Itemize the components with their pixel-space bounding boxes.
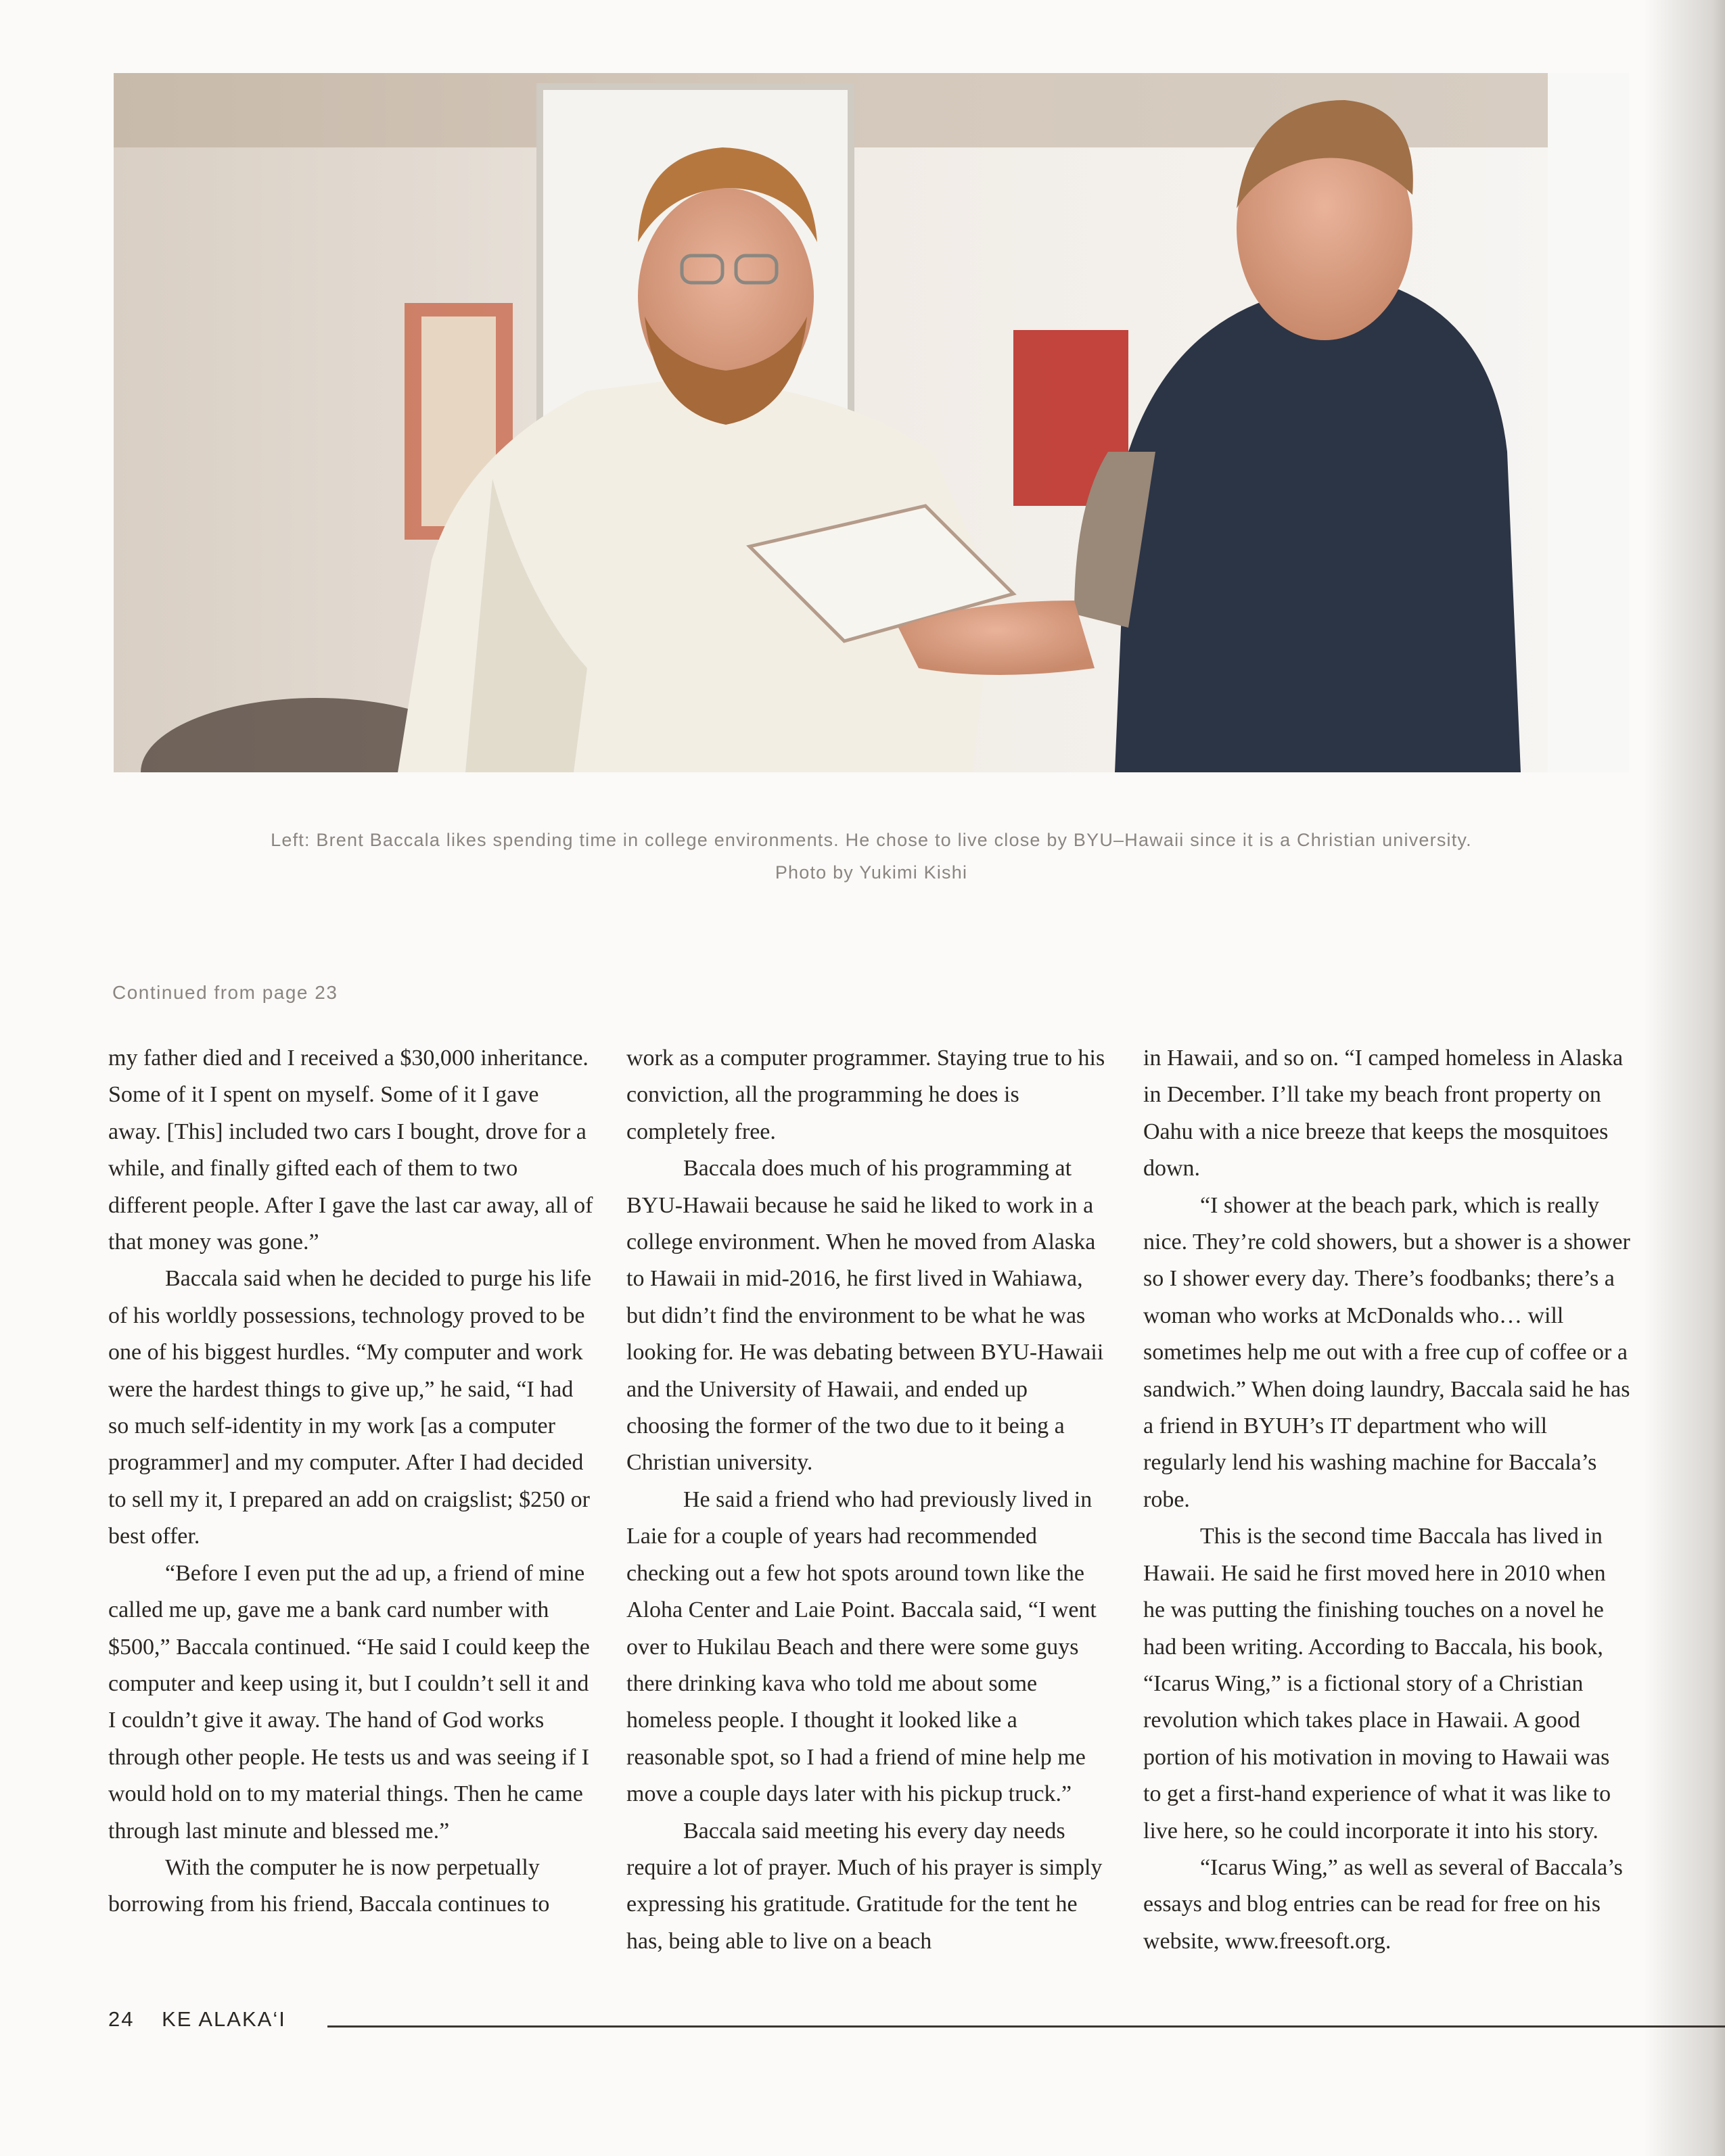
paragraph: “Before I even put the ad up, a friend of mine called me up, gave me a bank card number with $500,” Baccala continued. “He said I could keep the computer and keep using it, but I couldn’t sell it and I couldn’t give it away. The hand of God works through other people. He tests us and was seeing if I would hold on to my material things. Then he came through last minute and blessed me.” — [108, 1560, 590, 1844]
page-footer — [108, 2007, 286, 2032]
paragraph: in Hawaii, and so on. “I camped homeless in Alaska in December. I’ll take my beach front property on Oahu with a nice breeze that keeps the mosquitoes down. — [1143, 1046, 1624, 1181]
paragraph: “I shower at the beach park, which is really nice. They’re cold showers, but a shower is a shower so I shower every day. There’s foodbanks; there’s a woman who works at McDonalds who… will sometimes help me out with a free cup of coffee or a sandwich.” When doing laundry, Baccala said he has a friend in BYUH’s IT department who will regularly lend his washing machine for Baccala’s robe. — [1143, 1192, 1630, 1512]
paragraph: Baccala does much of his programming at BYU-Hawaii because he said he liked to work in a college environment. When he moved from Alaska to Hawaii in mid-2016, he first lived in Wahiawa, but didn’t find the environment to be what he was looking for. He was debating between BYU-Hawaii and the University of Hawaii, and ended up choosing the former of the two due to it being a Christian university. — [626, 1156, 1104, 1476]
text-column-2 — [626, 1040, 1113, 1960]
paragraph: He said a friend who had previously lived in Laie for a couple of years had recommended checking out a few hot spots around town like the Aloha Center and Laie Point. Baccala said, “I went over to Hukilau Beach and there were some guys there drinking kava who told me about some homeless people. I thought it looked like a reasonable spot, so I had a friend of mine help me move a couple days later with his pickup truck.” — [626, 1486, 1097, 1807]
photo-caption — [114, 824, 1629, 889]
paragraph: Baccala said when he decided to purge his life of his worldly possessions, technology proved to be one of his biggest hurdles. “My computer and work were the hardest things to give up,” he said, “I had so much self-identity in my work [as a computer programmer] and my computer. After I had decided to sell my it, I prepared an add on craigslist; $250 or best offer. — [108, 1266, 592, 1549]
publication-name: KE ALAKA‘I — [162, 2007, 286, 2031]
continued-note: Continued from page 23 — [112, 982, 338, 1003]
text-column-1 — [108, 1040, 595, 1923]
text-column-3 — [1143, 1040, 1630, 1960]
paragraph: “Icarus Wing,” as well as several of Baccala’s essays and blog entries can be read for free on his website, www.freesoft.org. — [1143, 1854, 1623, 1954]
paragraph: This is the second time Baccala has lived in Hawaii. He said he first moved here in 2010 when he was putting the finishing touches on a novel he had been writing. According to Baccala, his book, “Icarus Wing,” is a fictional story of a Christian revolution which takes place in Hawaii. A good portion of his motivation in moving to Hawaii was to get a first-hand experience of what it was like to live here, so he could incorporate it into his story. — [1143, 1524, 1611, 1844]
paragraph: With the computer he is now perpetually borrowing from his friend, Baccala continues to — [108, 1854, 550, 1917]
photo-two-men-classroom-icon — [114, 73, 1629, 772]
paragraph: work as a computer programmer. Staying true to his conviction, all the programming he does is completely free. — [626, 1046, 1105, 1144]
footer-rule — [327, 2025, 1725, 2028]
paragraph: my father died and I received a $30,000 inheritance. Some of it I spent on myself. Some of it I gave away. [This] included two cars I bought, drove for a while, and finally gifted each of them to two different people. After I gave the last car away, all of that money was gone.” — [108, 1046, 593, 1255]
paragraph: Baccala said meeting his every day needs require a lot of prayer. Much of his prayer is simply expressing his gratitude. Gratitude for the tent he has, being able to live on a beach — [626, 1818, 1103, 1954]
page-number: 24 — [108, 2007, 135, 2031]
photo-credit: Photo by Yukimi Kishi — [775, 862, 968, 883]
caption-text: Left: Brent Baccala likes spending time in college environments. He chose to live close by BYU–Hawaii since it is a Christian university. — [271, 830, 1472, 850]
article-photo — [114, 73, 1629, 772]
page-gutter-shadow — [1644, 0, 1725, 2156]
